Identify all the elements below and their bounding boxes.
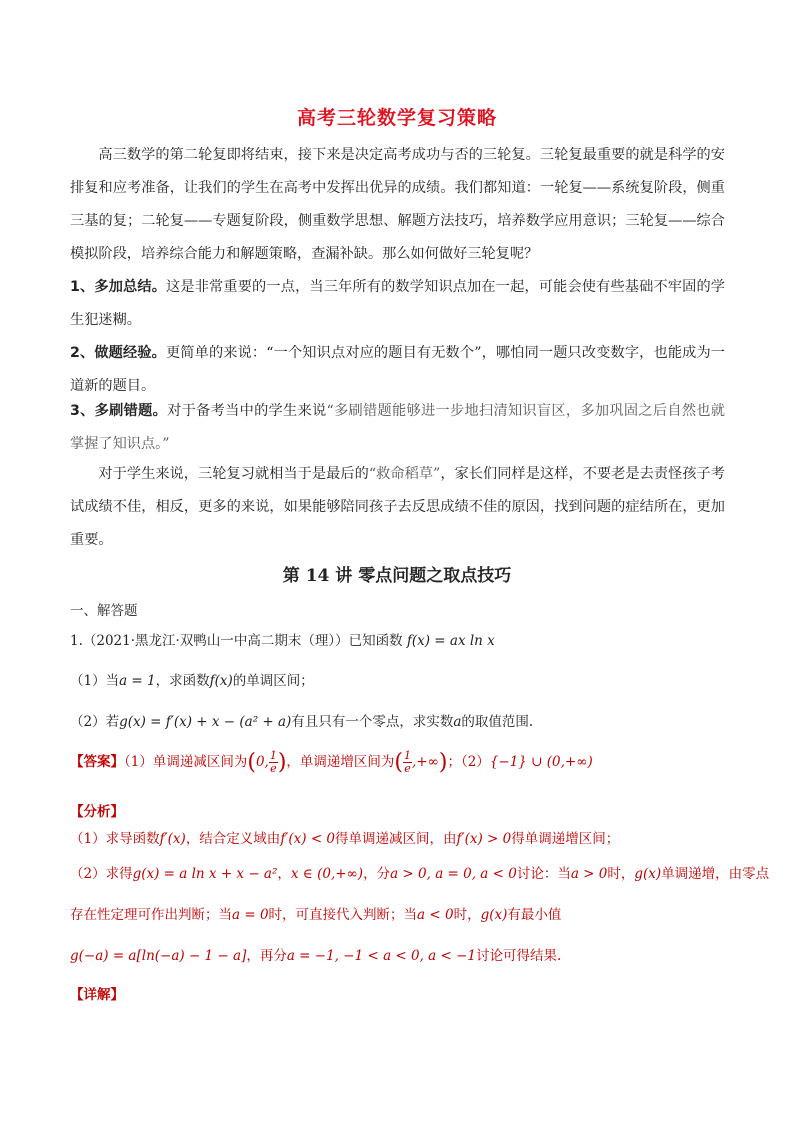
a3-a: 存在性定理可作出判断；当: [70, 907, 232, 923]
closing-paragraph: [70, 458, 725, 557]
answer-line: [70, 750, 593, 775]
a3-d: a < 0: [417, 907, 454, 923]
frac-num: 1: [269, 749, 277, 762]
a4-c: a = −1, −1 < a < 0, a < −1: [286, 948, 477, 964]
problem-part-2: [70, 710, 533, 730]
answer-set: {−1} ∪ (0,+∞): [489, 754, 593, 770]
a4-d: 讨论可得结果.: [476, 948, 562, 964]
tip-2: [70, 337, 725, 403]
answer-text-1: （1）单调递减区间为: [124, 754, 248, 770]
a3-b: a = 0: [232, 907, 269, 923]
a1-a: （1）求导函数: [70, 831, 160, 847]
part1-text-b: ，求函数: [155, 673, 210, 689]
a3-c: 时，可直接代入判断；当: [268, 907, 418, 923]
part2-text-c: 的取值范围.: [461, 714, 534, 730]
a2-e: a > 0: [570, 866, 608, 882]
analysis-line-3: [70, 903, 561, 923]
tip-3-text-b: “多刷错题能够进一步地扫清知识盲区，多加巩固之后自然也就掌握了知识点。”: [70, 403, 725, 452]
detail-tag: [70, 983, 124, 1003]
analysis-tag-text: 【分析】: [70, 804, 124, 820]
tip-2-lead: 2、做题经验。: [70, 345, 166, 361]
a2-g: g(x) = a ln x + x − a²: [132, 866, 278, 882]
problem-part-1: [70, 669, 314, 689]
answer-text-3: ；（2）: [447, 754, 490, 770]
a2-b: ，: [277, 866, 291, 882]
fraction-1-over-e-2: [403, 750, 412, 775]
tip-1-lead: 1、多加总结。: [70, 279, 167, 295]
closing-c: ，家长们同样是这样，不要老是去责怪孩子考试成绩不佳，相反，更多的来说，如果能够陪同孩子去反思成绩不佳的原因，找到问题的症结所在，更加重要。: [70, 466, 725, 548]
frac-den-2: e: [404, 762, 411, 775]
a2-a: （2）求得: [70, 866, 133, 882]
tip-2-text: 更简单的来说：“一个知识点对应的题目有无数个”，哪怕同一题只改变数字，也能成为一道新的题目。: [70, 345, 725, 394]
fraction-1-over-e: [269, 750, 278, 775]
a2-dom: x ∈ (0,+∞): [290, 866, 364, 882]
problem-function: f(x) = ax ln x: [406, 633, 495, 649]
part1-text-c: 的单调区间；: [232, 673, 314, 689]
closing-a: 对于学生来说，三轮复习就相当于是最后的: [98, 466, 369, 482]
part1-text-a: （1）当: [70, 673, 120, 689]
answer-tag: 【答案】: [70, 754, 124, 770]
interval-zero: 0,: [255, 754, 269, 770]
tip-1-text: 这是非常重要的一点，当三年所有的数学知识点加在一起，可能会使有些基础不牢固的学生犯迷糊。: [70, 279, 725, 328]
tip-3: [70, 395, 725, 461]
part2-variable: a: [453, 714, 462, 730]
problem-stem: [70, 629, 495, 649]
a1-f: f′(x): [159, 831, 186, 847]
analysis-line-2: [70, 862, 769, 882]
lecture-title: 第 14 讲 零点问题之取点技巧: [282, 566, 512, 586]
frac-num-2: 1: [404, 749, 412, 762]
section-heading: 一、解答题: [70, 603, 138, 619]
a1-b: ，结合定义域由: [185, 831, 281, 847]
a3-g: 有最小值: [507, 907, 562, 923]
a2-f: 时，: [607, 866, 635, 882]
analysis-tag: [70, 800, 124, 820]
answer-text-2: ，单调递增区间为: [286, 754, 395, 770]
a1-d: 得单调递增区间；: [511, 831, 620, 847]
problem-stem-text: 1.（2021·黑龙江·双鸭山一中高二期末（理））已知函数: [70, 633, 403, 649]
a1-c2: f′(x) > 0: [456, 831, 512, 847]
page-title: 高考三轮数学复习策略: [296, 107, 497, 129]
closing-b: “救命稻草”: [368, 466, 441, 482]
frac-den: e: [270, 762, 277, 775]
a4-b: ，再分: [246, 948, 287, 964]
a3-e: 时，: [453, 907, 481, 923]
part2-text-b: 有且只有一个零点，求实数: [291, 714, 454, 730]
a2-g2: g(x): [634, 866, 662, 882]
part2-function: g(x) = f′(x) + x − (a² + a): [119, 714, 292, 730]
tip-3-lead: 3、多刷错题。: [70, 403, 168, 419]
a3-f: g(x): [480, 907, 508, 923]
part1-function: f(x): [209, 673, 233, 689]
a4-a: g(−a) = a[ln(−a) − 1 − a]: [70, 948, 247, 964]
a1-c1: f′(x) < 0: [280, 831, 336, 847]
a2-c: ，分: [363, 866, 391, 882]
tip-1: [70, 271, 725, 337]
a2-h: 单调递增，由零点: [661, 866, 770, 882]
intro-paragraph: 高三数学的第二轮复即将结束，接下来是决定高考成功与否的三轮复。三轮复最重要的就是科学的安排复和应考准备，让我们的学生在高考中发挥出优异的成绩。我们都知道：一轮复——系统复阶段，侧重三基的复；二轮复——专题复阶段，侧重数学思想、解题方法技巧，培养数学应用意识；三轮复——综合模拟阶段，培养综合能力和解题策略，查漏补缺。那么如何做好三轮复呢？: [70, 147, 725, 262]
tip-3-text-a: 对于备考当中的学生来说: [167, 403, 327, 419]
answer-interval-1: (0, $\frac{1}{e}$ ): [247, 749, 287, 775]
interval-inf: ,+∞: [412, 754, 439, 770]
part1-condition: a = 1: [119, 673, 156, 689]
analysis-line-1: [70, 827, 619, 847]
a2-d: 讨论：当: [516, 866, 571, 882]
detail-tag-text: 【详解】: [70, 987, 124, 1003]
a1-c: 得单调递减区间，由: [335, 831, 457, 847]
analysis-line-4: [70, 944, 561, 964]
part2-text-a: （2）若: [70, 714, 120, 730]
answer-interval-2: ( $\frac{1}{e}$ ,+∞): [394, 749, 448, 775]
a2-cases: a > 0, a = 0, a < 0: [390, 866, 517, 882]
